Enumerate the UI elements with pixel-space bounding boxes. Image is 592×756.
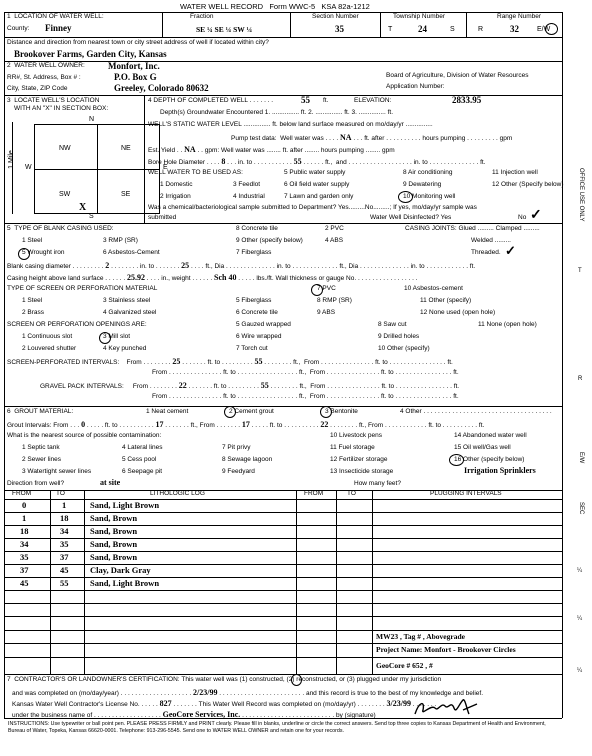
use-2: 2 Irrigation xyxy=(160,193,191,200)
row-to: 34 xyxy=(60,526,69,536)
casing-2-circle xyxy=(18,248,30,260)
dist-value: Brookover Farms, Garden City, Kansas xyxy=(14,49,167,59)
contam-16: 16 Other (specify below) xyxy=(454,456,525,463)
use-7: 7 Lawn and garden only xyxy=(284,193,354,200)
casing-7: 7 Fiberglass xyxy=(236,249,272,256)
opening-11: 11 None (open hole) xyxy=(478,321,537,328)
row-from: 1 xyxy=(22,513,27,523)
form-title: WATER WELL RECORD Form WWC-5 KSA 82a-1212 xyxy=(180,2,370,11)
openings-label: SCREEN OR PERFORATION OPENINGS ARE: xyxy=(7,321,147,328)
s5-label: 5 TYPE OF BLANK CASING USED: xyxy=(7,225,114,232)
se-label: SE xyxy=(121,191,131,198)
howmany-label: How many feet? xyxy=(354,480,401,487)
casing-4: 6 Asbestos-Cement xyxy=(103,249,160,256)
contam-8: 8 Sewage lagoon xyxy=(222,456,273,463)
row-desc: Sand, Light Brown xyxy=(90,500,160,510)
gw-line: Depth(s) Groundwater Encountered 1. ............... ft. 2. ............... ft. 3. ............... ft. xyxy=(160,109,394,116)
joints-label: CASING JOINTS: Glued ......... Clamped ......... xyxy=(405,225,540,232)
row-to: 1 xyxy=(62,500,67,510)
r-label: R xyxy=(478,26,484,33)
contam-3: 3 Watertight sewer lines xyxy=(22,468,92,475)
log-header-from2: FROM xyxy=(304,490,324,497)
fraction-label: Fraction xyxy=(190,13,214,20)
checkmark-icon: ✓ xyxy=(530,206,542,222)
contam-16-circle xyxy=(449,454,464,466)
instructions-footer: INSTRUCTIONS: Use typewriter or ball point pen. PLEASE PRESS FIRMLY and PRINT clearly. Please fill in blanks, underline or circle the correct answers. Send top three copies to Kansas Department of Health and Environment, Bureau of Water, Topeka, Kansas 66620-0001. Telephone: 913-296-5545. Send one to WATER WELL OWNER and retain one for your records. xyxy=(8,721,546,734)
grout-3: 3 Bentonite xyxy=(325,408,358,415)
s6-label: 6 GROUT MATERIAL: xyxy=(7,408,74,415)
use-1: 1 Domestic xyxy=(160,181,193,188)
s3-label2: WITH AN "X" IN SECTION BOX: xyxy=(14,105,109,112)
screen-label: TYPE OF SCREEN OR PERFORATION MATERIAL xyxy=(7,285,158,292)
screen-10: 10 Asbestos-cement xyxy=(404,285,463,292)
use-8: 8 Air conditioning xyxy=(403,169,453,176)
opening-10: 10 Other (specify) xyxy=(378,345,430,352)
contam-13: 13 Insecticide storage xyxy=(330,468,394,475)
dist-label: Distance and direction from nearest town or city street address of well if located within city? xyxy=(7,39,269,46)
side-quarter-3: ¼ xyxy=(577,668,583,674)
screen-9: 9 ABS xyxy=(317,309,336,316)
city-value: Greeley, Colorado 80632 xyxy=(114,83,209,93)
gravel-line2: From . . . . . . . . . . . . . . . ft. to . . . . . . . . . . . . . . . . . ft., From . . . . . . . . . . . . . . . ft. to . . . . . . . . . . . . . . . . ft. xyxy=(152,393,459,400)
mile-label: 1 Mile xyxy=(7,150,15,169)
county-value: Finney xyxy=(45,23,72,33)
nw-label: NW xyxy=(59,145,71,152)
row-to: 45 xyxy=(60,565,69,575)
log-header-lithologic: LITHOLOGIC LOG xyxy=(150,490,205,497)
screen-5: 5 Fiberglass xyxy=(236,297,272,304)
side-t: T xyxy=(578,268,582,274)
office-use-label: OFFICE USE ONLY xyxy=(578,168,584,222)
cert-1-circle xyxy=(291,674,302,686)
app-label: Application Number: xyxy=(386,83,445,90)
casing-6: 9 Other (specify below) xyxy=(236,237,303,244)
row-from: 18 xyxy=(20,526,29,536)
signature-mark xyxy=(411,696,483,720)
ew-label: E/W xyxy=(537,26,551,33)
threaded-label: Threaded. xyxy=(471,249,501,256)
owner-value: Monfort, Inc. xyxy=(108,61,160,71)
ew-circle xyxy=(545,23,558,35)
pump-line: Pump test data: Well water was . . . . NA . . . ft. after . . . . . . . . . . hours pumping . . . . . . . . . gpm xyxy=(231,133,513,142)
t-label: T xyxy=(388,26,393,33)
row-from: 35 xyxy=(20,552,29,562)
opening-3: 3 Mill slot xyxy=(103,333,131,340)
opening-7: 7 Torch cut xyxy=(236,345,268,352)
side-r: R xyxy=(578,376,583,382)
section-value: 35 xyxy=(335,24,344,34)
opening-3-circle xyxy=(99,332,111,344)
depth-value: 55 xyxy=(301,95,310,105)
row-from: 34 xyxy=(20,539,29,549)
use-12: 12 Other (Specify below) xyxy=(492,181,564,188)
gravel-line1: GRAVEL PACK INTERVALS: From . . . . . . . . 22 . . . . . . . ft. to . . . . . . . . . 55 . . . . . . . . ft., From . . . . . . . . . . . . . . . ft. to . . . . . . . . . . . . . . . . ft. xyxy=(40,381,460,390)
north-label: N xyxy=(89,116,95,123)
screen-1: 1 Steel xyxy=(22,297,43,304)
grout-2: 2 Cement grout xyxy=(229,408,274,415)
fraction-value: SE ¼ SE ¼ SW ¼ xyxy=(196,25,253,34)
use-11: 11 Injection well xyxy=(492,169,538,176)
casing-2: 5 Wrought iron xyxy=(22,249,65,256)
static-line: WELL'S STATIC WATER LEVEL ............... ft. below land surface measured on mo/day/yr ............... xyxy=(148,121,433,128)
contam-12: 12 Fertilizer storage xyxy=(330,456,388,463)
grout-3-circle xyxy=(320,406,332,418)
opening-2: 2 Louvered shutter xyxy=(22,345,77,352)
row-from: 37 xyxy=(20,565,29,575)
row-from: 0 xyxy=(22,500,27,510)
contam-2: 2 Sewer lines xyxy=(22,456,62,463)
use-4: 4 Industrial xyxy=(233,193,265,200)
depth-ft: ft. xyxy=(323,97,329,104)
s4-label: 4 DEPTH OF COMPLETED WELL . . . . . . . xyxy=(148,97,274,104)
yield-line: Est. Yield . . NA . . gpm: Well water was ........ ft. after ........ hours pumping ........ gpm xyxy=(148,145,395,154)
casing-9: 4 ABS xyxy=(325,237,344,244)
cert-line2: and was completed on (mo/day/year) . . . . . . . . . . . . . . . . . . . . 2/23/99 . . . . . . . . . . . . . . . . . . . . . . . . and this record is true to the best of my knowledge and belief. xyxy=(12,688,483,697)
grout-2-circle xyxy=(224,406,236,418)
log-header-plugging: PLUGGING INTERVALS xyxy=(430,490,502,497)
log-header-from: FROM xyxy=(12,490,32,497)
contam-1: 1 Septic tank xyxy=(22,444,60,451)
contam-5: 5 Cess pool xyxy=(122,456,157,463)
screen-12: 12 None used (open hole) xyxy=(420,309,496,316)
use-9: 9 Dewatering xyxy=(403,181,442,188)
screen-11: 11 Other (specify) xyxy=(420,297,472,304)
log-note-project: Project Name: Monfort - Brookover Circles xyxy=(376,645,516,654)
contam-4: 4 Lateral lines xyxy=(122,444,163,451)
screen-7-circle xyxy=(311,284,323,296)
township-label: Township Number xyxy=(393,13,446,20)
use-label: WELL WATER TO BE USED AS: xyxy=(148,169,243,176)
grout-4: 4 Other . . . . . . . . . . . . . . . . . . . . . . . . . . . . . . . . . . . . xyxy=(400,408,552,415)
city-label: City, State, ZIP Code xyxy=(7,85,68,92)
bore-line: Bore Hole Diameter . . . . 8 . . . in. to . . . . . . . . . . . 55 . . . . . . ft., and . . . . . . . . . . . . . . . . . . in. to . . . . . . . . . . . . . . ft. xyxy=(148,157,486,166)
screen-7: 7 PVC xyxy=(317,285,336,292)
contam-15: 15 Oil well/Gas well xyxy=(454,444,511,451)
contam-6: 6 Seepage pit xyxy=(122,468,163,475)
board-label: Board of Agriculture, Division of Water Resources xyxy=(386,72,529,79)
log-note-tag: MW23 , Tag # , Abovegrade xyxy=(376,632,465,641)
perf-line2: From . . . . . . . . . . . . . . . ft. to . . . . . . . . . . . . . . . . . ft., From . . . . . . . . . . . . . . . ft. to . . . . . . . . . . . . . . . . ft. xyxy=(152,369,459,376)
contam-other-value: Irrigation Sprinklers xyxy=(464,466,536,475)
contam-7: 7 Pit privy xyxy=(222,444,251,451)
addr-label: RR#, St. Address, Box # : xyxy=(7,74,81,81)
log-header-to: TO xyxy=(56,490,65,497)
log-header-to2: TO xyxy=(347,490,356,497)
casing-8: 2 PVC xyxy=(325,225,344,232)
elev-value: 2833.95 xyxy=(452,95,482,105)
contam-11: 11 Fuel storage xyxy=(330,444,375,451)
s-label: S xyxy=(450,26,455,33)
screen-3: 3 Stainless steel xyxy=(103,297,151,304)
use-10-circle xyxy=(398,191,413,203)
opening-4: 4 Key punched xyxy=(103,345,147,352)
side-quarter-1: ¼ xyxy=(577,568,583,574)
chem-line: Was a chemical/bacteriological sample submitted to Department? Yes.........No.........; If yes, mo/day/yr sample was xyxy=(148,204,477,211)
elev-label: ELEVATION: xyxy=(354,97,392,104)
side-ew: E/W xyxy=(578,452,584,464)
contam-10: 10 Livestock pens xyxy=(330,432,383,439)
range-value: 32 xyxy=(510,24,519,34)
log-note-geocore: GeoCore # 652 , # xyxy=(376,661,433,670)
cert-line4: under the business name of . . . . . . . . . . . . . . . . . . . GeoCore Services, Inc. . . . . . . . . . . . . . . . . . . . . . . . . . . by (signature) xyxy=(12,710,376,719)
row-to: 35 xyxy=(60,539,69,549)
row-to: 37 xyxy=(60,552,69,562)
east-label: E xyxy=(163,164,168,171)
s3-label: 3 LOCATE WELL'S LOCATION xyxy=(7,97,100,104)
dir-value: at site xyxy=(100,478,121,487)
sw-label: SW xyxy=(59,191,71,198)
county-label: County: xyxy=(7,25,30,32)
range-label: Range Number xyxy=(497,13,542,20)
perf-line1: SCREEN-PERFORATED INTERVALS: From . . . . . . . . 25 . . . . . . . ft. to . . . . . . . . . 55 . . . . . . . . ft., From . . . . . . . . . . . . . . . ft. to . . . . . . . . . . . . . . . . ft. xyxy=(7,357,453,366)
row-desc: Sand, Brown xyxy=(90,552,138,562)
row-desc: Sand, Brown xyxy=(90,539,138,549)
use-10: 10 Monitoring well xyxy=(403,193,456,200)
side-sec: SEC xyxy=(578,502,584,515)
township-value: 24 xyxy=(418,24,427,34)
contam-label: What is the nearest source of possible contamination: xyxy=(7,432,162,439)
row-desc: Clay, Dark Gray xyxy=(90,565,151,575)
contam-9: 9 Feedyard xyxy=(222,468,255,475)
casing-1: 1 Steel xyxy=(22,237,43,244)
grout-intervals: Grout Intervals: From . . . 0 . . . . . ft. to . . . . . . . . . . 17 . . . . . . . ft., From . . . . . . . 17 . . . . . ft. to . . . . . . . . . . 22 . . . . . . . . ft., From . . . . . . . . . . . . ft. to . . . . . . . . . . ft. xyxy=(7,420,485,429)
screen-2: 2 Brass xyxy=(22,309,45,316)
row-desc: Sand, Brown xyxy=(90,513,138,523)
opening-1: 1 Continuous slot xyxy=(22,333,73,340)
location-x-mark: X xyxy=(79,202,87,213)
section-label: Section Number xyxy=(312,13,359,20)
opening-9: 9 Drilled holes xyxy=(378,333,420,340)
welded-label: Welded ......... xyxy=(471,237,511,244)
side-quarter-2: ¼ xyxy=(577,616,583,622)
row-from: 45 xyxy=(20,578,29,588)
use-5: 5 Public water supply xyxy=(284,169,346,176)
row-desc: Sand, Light Brown xyxy=(90,578,160,588)
contam-14: 14 Abandoned water well xyxy=(454,432,527,439)
section-box xyxy=(34,124,160,214)
threaded-check-icon: ✓ xyxy=(505,243,516,258)
use-3: 3 Feedlot xyxy=(233,181,261,188)
addr-value: P.O. Box G xyxy=(114,72,157,82)
opening-5: 5 Gauzed wrapped xyxy=(236,321,291,328)
casing-3: 3 RMP (SR) xyxy=(103,237,138,244)
row-desc: Sand, Brown xyxy=(90,526,138,536)
disinf-label: Water Well Disinfected? Yes xyxy=(370,214,452,221)
s2-label: 2 WATER WELL OWNER: xyxy=(7,62,85,69)
no-label: No xyxy=(518,214,527,221)
s7-label: 7 CONTRACTOR'S OR LANDOWNER'S CERTIFICATION: This water well was (1) constructed, (2) reconstructed, or (3) plugged under my jurisdiction xyxy=(7,676,442,683)
height-line: Casing height above land surface . . . . . . 25.92 . . . . in., weight . . . . . . Sch 40 . . . . . lbs./ft. Wall thickness or gauge No. . . . . . . . . . . . . . . . . . xyxy=(7,273,418,282)
south-label: S xyxy=(89,213,94,220)
screen-8: 8 RMP (SR) xyxy=(317,297,352,304)
use-6: 6 Oil field water supply xyxy=(284,181,350,188)
s1-label: 1 LOCATION OF WATER WELL: xyxy=(7,13,104,20)
opening-8: 8 Saw cut xyxy=(378,321,407,328)
screen-4: 4 Galvanized steel xyxy=(103,309,157,316)
submitted-label: submitted xyxy=(148,214,177,221)
screen-6: 6 Concrete tile xyxy=(236,309,278,316)
row-to: 18 xyxy=(60,513,69,523)
row-to: 55 xyxy=(60,578,69,588)
ne-label: NE xyxy=(121,145,131,152)
dir-label: Direction from well? xyxy=(7,480,65,487)
cert-line3: Kansas Water Well Contractor's License No. . . . . . 827 . . . . . . . This Water Well Record was completed on (mo/day/yr) . . . . . . . . 3/23/99 . . . . . . . xyxy=(12,699,437,708)
dia-line: Blank casing diameter . . . . . . . . . 2 . . . . . . . . in. to . . . . . . . 25 . . . . ft., Dia . . . . . . . . . . . . . . in. to . . . . . . . . . . . . . ft., Dia . . . . . . . . . . . . . . in. to . . . . . . . . . . . . ft. xyxy=(7,261,476,270)
opening-6: 6 Wire wrapped xyxy=(236,333,282,340)
grout-1: 1 Neat cement xyxy=(146,408,189,415)
west-label: W xyxy=(25,164,32,171)
casing-5: 8 Concrete tile xyxy=(236,225,278,232)
